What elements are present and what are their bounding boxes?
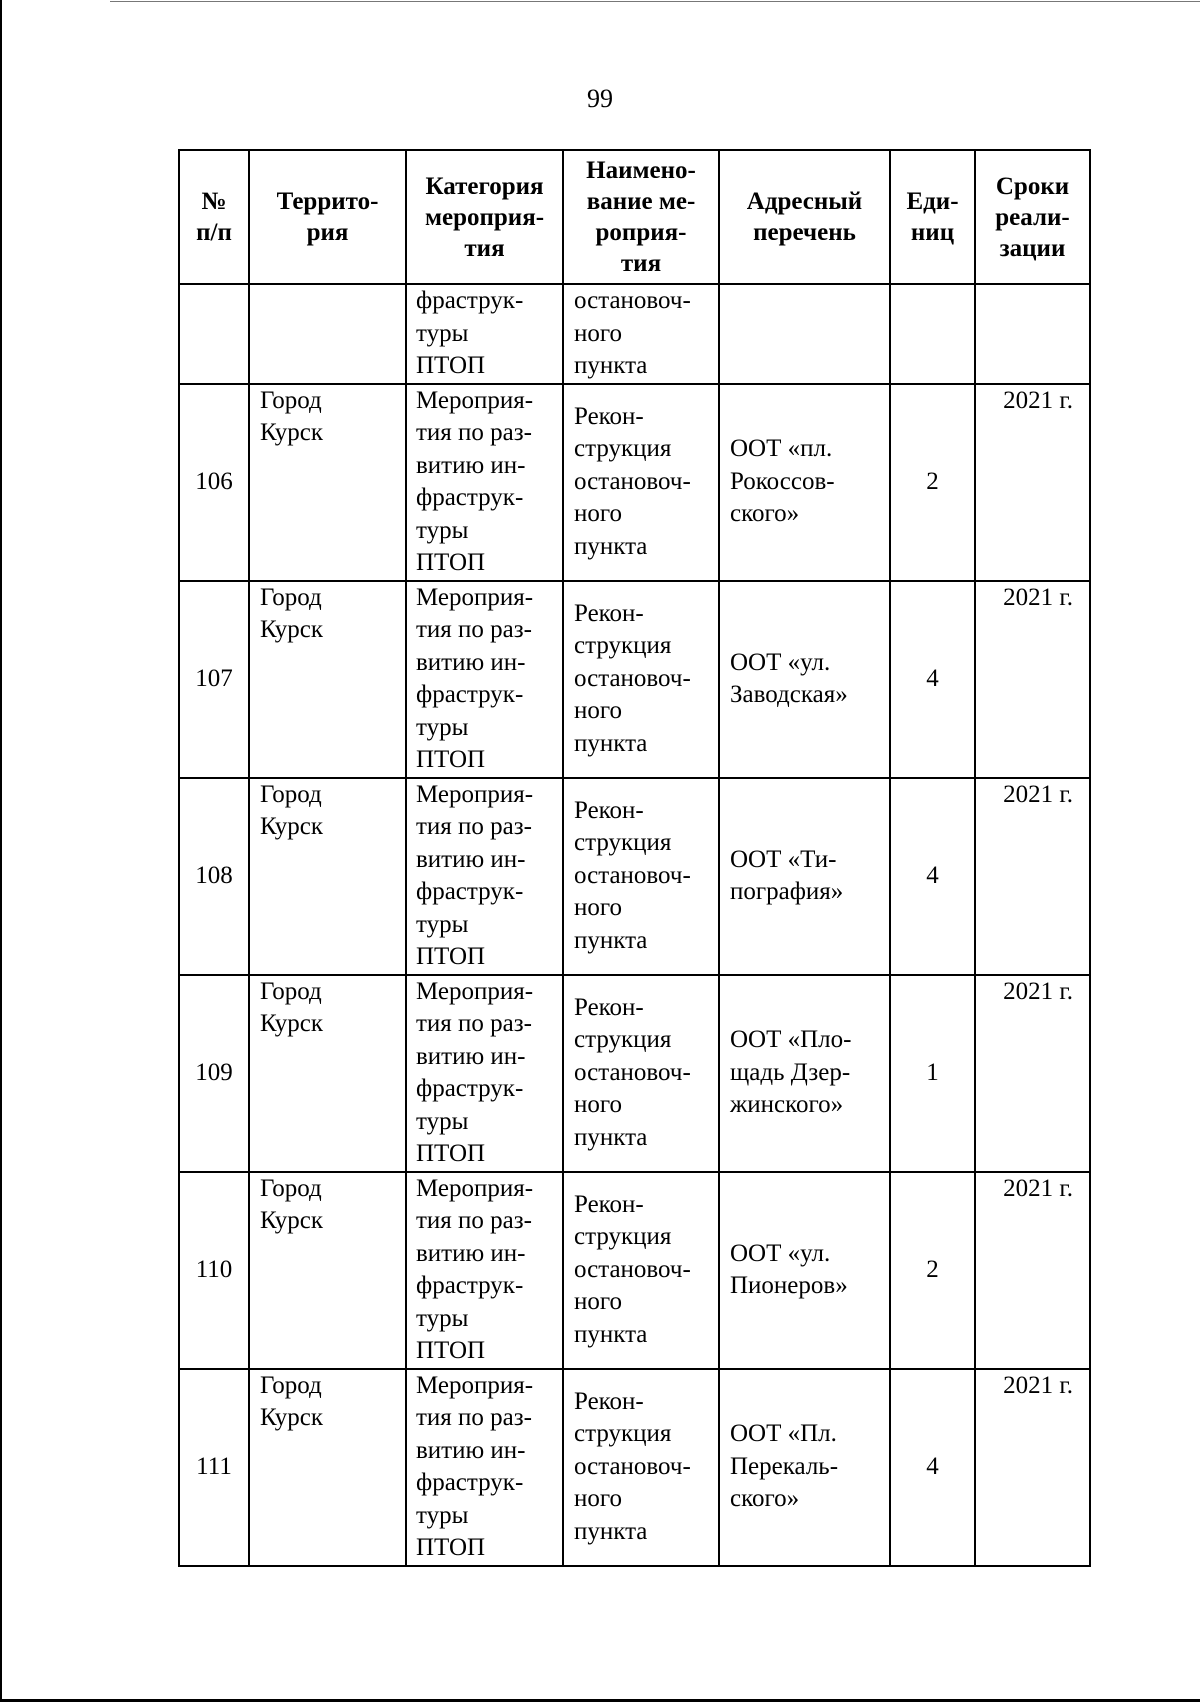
cell-name: остановоч- ного пункта [563, 284, 719, 384]
cell-address: ООТ «Пло- щадь Дзер- жинского» [719, 975, 890, 1172]
cell-address: ООТ «ул. Заводская» [719, 581, 890, 778]
cell-category: Мероприя- тия по раз- витию ин- фраструк- туры ПТОП [406, 1369, 563, 1566]
cell-term: 2021 г. [975, 778, 1090, 975]
cell-territory: Город Курск [249, 975, 406, 1172]
cell-category: Мероприя- тия по раз- витию ин- фраструк- туры ПТОП [406, 778, 563, 975]
cell-term: 2021 г. [975, 1172, 1090, 1369]
activities-table [178, 149, 1091, 1567]
header-units: Еди- ниц [890, 150, 975, 284]
cell-name: Рекон- струкция остановоч- ного пункта [563, 384, 719, 581]
table-row [179, 581, 1090, 778]
cell-number: 111 [179, 1369, 249, 1566]
cell-units: 4 [890, 1369, 975, 1566]
top-rule [110, 1, 1200, 2]
cell-name: Рекон- струкция остановоч- ного пункта [563, 1369, 719, 1566]
table-row [179, 384, 1090, 581]
cell-units: 2 [890, 1172, 975, 1369]
continuation-row [179, 284, 1090, 384]
cell-term: 2021 г. [975, 581, 1090, 778]
cell-territory: Город Курск [249, 778, 406, 975]
table-row [179, 1172, 1090, 1369]
cell-number: 106 [179, 384, 249, 581]
cell-term: 2021 г. [975, 1369, 1090, 1566]
cell-units: 4 [890, 778, 975, 975]
cell-empty [975, 284, 1090, 384]
header-territory: Террито- рия [249, 150, 406, 284]
cell-territory: Город Курск [249, 1172, 406, 1369]
cell-category: Мероприя- тия по раз- витию ин- фраструк- туры ПТОП [406, 975, 563, 1172]
cell-name: Рекон- струкция остановоч- ного пункта [563, 975, 719, 1172]
cell-empty [890, 284, 975, 384]
cell-name: Рекон- струкция остановоч- ного пункта [563, 778, 719, 975]
header-number: № п/п [179, 150, 249, 284]
cell-category: Мероприя- тия по раз- витию ин- фраструк- туры ПТОП [406, 581, 563, 778]
header-category: Категория мероприя- тия [406, 150, 563, 284]
table-row [179, 1369, 1090, 1566]
cell-units: 2 [890, 384, 975, 581]
cell-name: Рекон- струкция остановоч- ного пункта [563, 581, 719, 778]
cell-category: Мероприя- тия по раз- витию ин- фраструк- туры ПТОП [406, 384, 563, 581]
table-row [179, 778, 1090, 975]
cell-number: 108 [179, 778, 249, 975]
cell-territory: Город Курск [249, 384, 406, 581]
cell-name: Рекон- струкция остановоч- ного пункта [563, 1172, 719, 1369]
cell-territory: Город Курск [249, 581, 406, 778]
cell-address: ООТ «пл. Рокоссов- ского» [719, 384, 890, 581]
cell-category: Мероприя- тия по раз- витию ин- фраструк- туры ПТОП [406, 1172, 563, 1369]
cell-territory: Город Курск [249, 1369, 406, 1566]
header-address: Адресный перечень [719, 150, 890, 284]
cell-empty [719, 284, 890, 384]
cell-address: ООТ «ул. Пионеров» [719, 1172, 890, 1369]
cell-empty [249, 284, 406, 384]
cell-category: фраструк- туры ПТОП [406, 284, 563, 384]
header-name: Наимено- вание ме- роприя- тия [563, 150, 719, 284]
table-header-row [179, 150, 1090, 284]
cell-number: 110 [179, 1172, 249, 1369]
page-number: 99 [587, 84, 613, 113]
cell-address: ООТ «Ти- пография» [719, 778, 890, 975]
cell-units: 1 [890, 975, 975, 1172]
table-row [179, 975, 1090, 1172]
cell-number: 107 [179, 581, 249, 778]
cell-number: 109 [179, 975, 249, 1172]
cell-term: 2021 г. [975, 975, 1090, 1172]
cell-empty [179, 284, 249, 384]
header-term: Сроки реали- зации [975, 150, 1090, 284]
cell-units: 4 [890, 581, 975, 778]
cell-address: ООТ «Пл. Перекаль- ского» [719, 1369, 890, 1566]
cell-term: 2021 г. [975, 384, 1090, 581]
